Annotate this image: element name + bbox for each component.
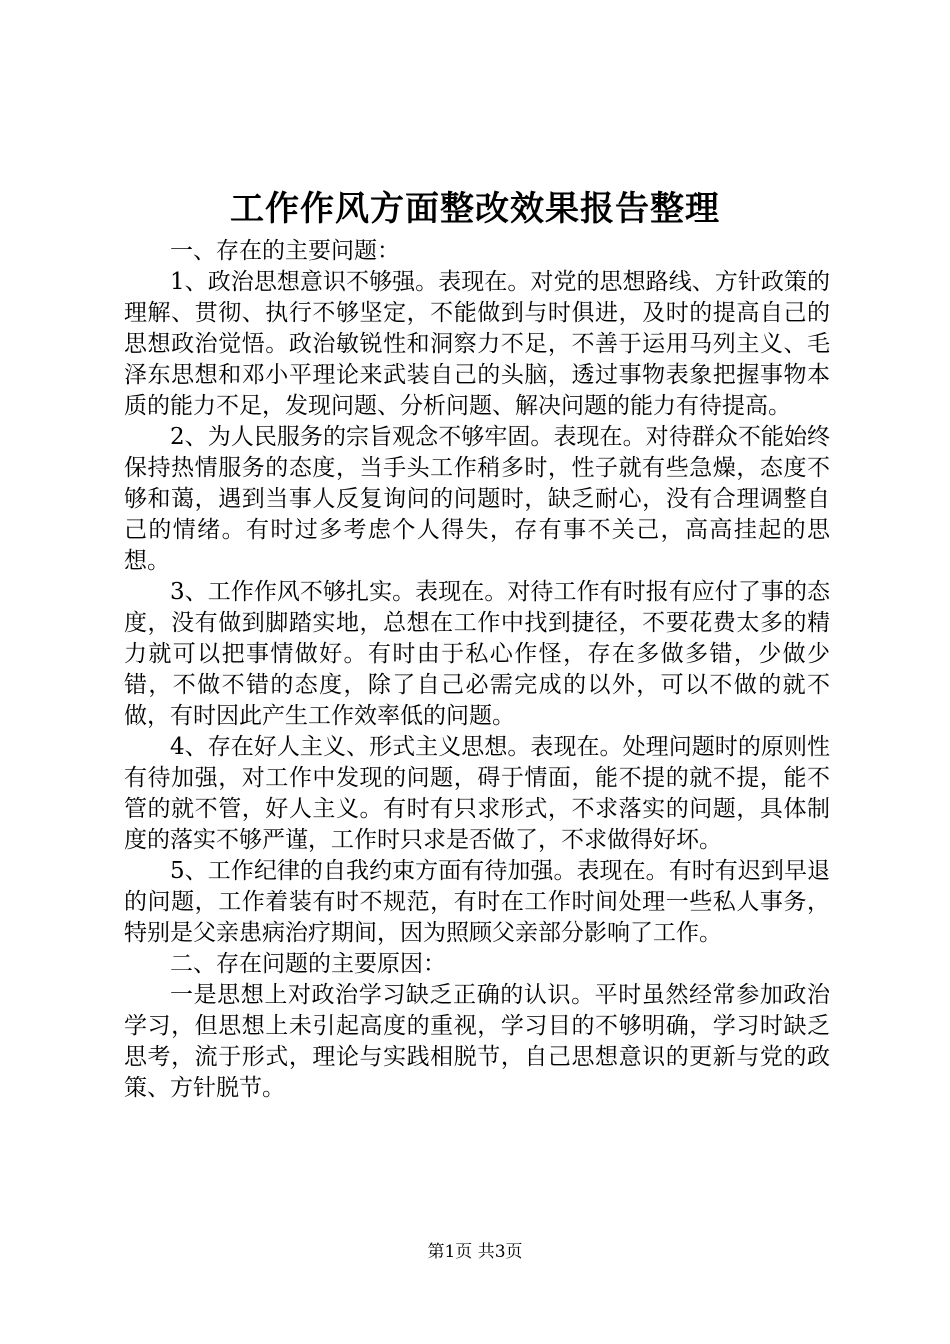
section-heading: 一、存在的主要问题： (170, 238, 400, 264)
document-title: 工作作风方面整改效果报告整理 (230, 189, 720, 229)
paragraph: 一是思想上对政治学习缺乏正确的认识。平时虽然经常参加政治学习，但思想上未引起高度的重视，学习目的不够明确，学习时缺乏思考，流于形式，理论与实践相脱节，自己思想意识的更新与党的政策、方针脱节。 (124, 982, 830, 1101)
section-heading: 二、存在问题的主要原因： (170, 951, 446, 977)
paragraph: 4、存在好人主义、形式主义思想。表现在。处理问题时的原则性有待加强，对工作中发现的问题，碍于情面，能不提的就不提，能不管的就不管，好人主义。有时有只求形式，不求落实的问题，具体制度的落实不够严谨，工作时只求是否做了，不求做得好坏。 (124, 734, 830, 853)
paragraph: 5、工作纪律的自我约束方面有待加强。表现在。有时有迟到早退的问题，工作着装有时不规范，有时在工作时间处理一些私人事务，特别是父亲患病治疗期间，因为照顾父亲部分影响了工作。 (124, 858, 830, 946)
page-footer: 第1页 共3页 (427, 1242, 523, 1262)
paragraph: 1、政治思想意识不够强。表现在。对党的思想路线、方针政策的理解、贯彻、执行不够坚定，不能做到与时俱进，及时的提高自己的思想政治觉悟。政治敏锐性和洞察力不足，不善于运用马列主义、毛泽东思想和邓小平理论来武装自己的头脑，透过事物表象把握事物本质的能力不足，发现问题、分析问题、解决问题的能力有待提高。 (124, 269, 830, 419)
paragraph: 2、为人民服务的宗旨观念不够牢固。表现在。对待群众不能始终保持热情服务的态度，当手头工作稍多时，性子就有些急燥，态度不够和蔼，遇到当事人反复询问的问题时，缺乏耐心，没有合理调整自己的情绪。有时过多考虑个人得失，存有事不关己，高高挂起的思想。 (124, 424, 830, 574)
document-body (124, 236, 830, 1104)
paragraph: 3、工作作风不够扎实。表现在。对待工作有时报有应付了事的态度，没有做到脚踏实地，总想在工作中找到捷径，不要花费太多的精力就可以把事情做好。有时由于私心作怪，存在多做多错，少做少错，不做不错的态度，除了自己必需完成的以外，可以不做的就不做，有时因此产生工作效率低的问题。 (124, 579, 830, 729)
